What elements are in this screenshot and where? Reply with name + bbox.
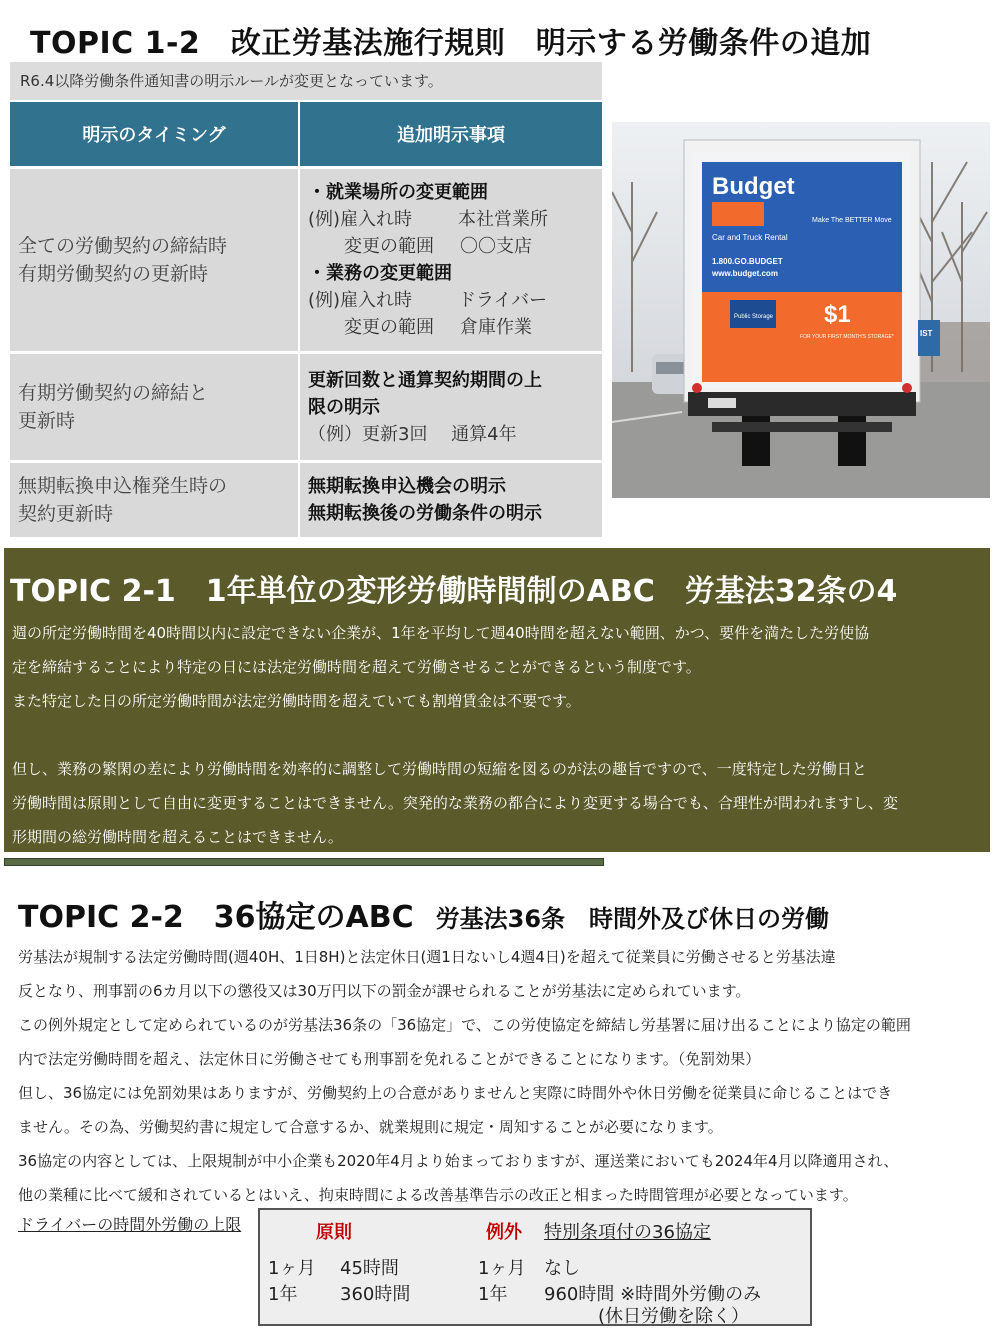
paragraph-line: 定を締結することにより特定の日には法定労働時間を超えて労働させることができるという制度です。 xyxy=(12,658,701,676)
web-text: www.budget.com xyxy=(712,269,778,278)
topic22-title-main: TOPIC 2-2 36協定のABC xyxy=(18,900,414,935)
item-heading: 更新回数と通算契約期間の上 xyxy=(308,369,542,391)
table-row xyxy=(10,353,602,462)
topic22-title-sub: 労基法36条 時間外及び休日の労働 xyxy=(435,905,830,933)
topic22-title xyxy=(18,892,829,936)
item-heading: 限の明示 xyxy=(308,396,380,418)
paragraph-line: 労働時間は原則として自由に変更することはできません。突発的な業務の都合により変更する場合でも、合理性が問われますし、変 xyxy=(12,794,898,812)
table-header-timing: 明示のタイミング xyxy=(10,102,299,168)
driver-limit-label: ドライバーの時間外労働の上限 xyxy=(18,1215,242,1234)
table-row xyxy=(10,462,602,538)
paragraph-line: 形期間の総労働時間を超えることはできません。 xyxy=(12,828,343,846)
principle-month-unit: 1ヶ月 xyxy=(268,1258,316,1279)
items-cell xyxy=(299,353,602,462)
exception-month-unit: 1ヶ月 xyxy=(478,1258,526,1279)
item-heading: ・業務の変更範囲 xyxy=(308,263,452,284)
item-label: (例)雇入れ時 xyxy=(308,209,413,230)
section-divider xyxy=(4,858,604,866)
items-cell xyxy=(299,462,602,538)
item-label: (例)雇入れ時 xyxy=(308,290,413,311)
topic12-note: R6.4以降労働条件通知書の明示ルールが変更となっています。 xyxy=(10,62,602,100)
exception-month-value: なし xyxy=(544,1258,580,1279)
table-row xyxy=(10,168,602,353)
items-cell xyxy=(299,168,602,353)
timing-line: 無期転換申込権発生時の xyxy=(18,475,228,497)
paragraph-line: 労基法が規制する法定労働時間(週40H、1日8H)と法定休日(週1日ないし4週4日)を超えて従業員に労働させると労基法違 xyxy=(18,948,836,966)
paragraph-line: 他の業種に比べて緩和されているとはいえ、拘束時間による改善基準告示の改正と相まった時間管理が必要となっています。 xyxy=(18,1186,858,1204)
topic21-body xyxy=(12,616,984,854)
topic22-body xyxy=(18,940,988,1212)
timing-cell xyxy=(10,353,299,462)
tagline-text: Car and Truck Rental xyxy=(712,233,788,242)
timing-line: 有期労働契約の更新時 xyxy=(18,263,209,285)
timing-line: 全ての労働契約の締結時 xyxy=(18,235,228,257)
exception-label: 例外 xyxy=(486,1222,522,1243)
item-heading: ・就業場所の変更範囲 xyxy=(308,182,488,203)
principle-year-unit: 1年 xyxy=(268,1284,298,1305)
paragraph-line: 但し、業務の繁閑の差により労働時間を効率的に調整して労働時間の短縮を図るのが法の趣旨ですので、一度特定した労働日と xyxy=(12,760,867,778)
exception-year-unit: 1年 xyxy=(478,1284,508,1305)
exception-year-value: 960時間 ※時間外労働のみ xyxy=(544,1284,762,1305)
table-header-items: 追加明示事項 xyxy=(299,102,602,168)
item-label: 変更の範囲 xyxy=(344,236,434,257)
price-text: $1 xyxy=(824,301,851,328)
topic21-title: TOPIC 2-1 1年単位の変形労働時間制のABC 労基法32条の4 xyxy=(10,574,898,609)
item-heading: 無期転換申込機会の明示 xyxy=(308,476,506,497)
price-note-text: FOR YOUR FIRST MONTH'S STORAGE* xyxy=(800,334,894,340)
item-line xyxy=(308,287,594,314)
timing-cell xyxy=(10,462,299,538)
paragraph-line: 内で法定労働時間を超え、法定休日に労働させても刑事罰を免れることができることになります。（免罰効果） xyxy=(18,1050,761,1068)
item-label: 変更の範囲 xyxy=(344,317,434,338)
overtime-limit-box xyxy=(258,1208,812,1326)
item-value: ドライバー xyxy=(458,290,548,311)
item-heading: 無期転換後の労働条件の明示 xyxy=(308,503,542,524)
item-value: 倉庫作業 xyxy=(460,317,532,338)
principle-label: 原則 xyxy=(316,1222,352,1243)
item-value: 本社営業所 xyxy=(458,209,549,230)
paragraph-line: ません。その為、労働契約書に規定して合意するか、就業規則に規定・周知することが必要になります。 xyxy=(18,1118,723,1136)
item-value: 〇〇支店 xyxy=(460,236,532,257)
conditions-table xyxy=(10,102,602,537)
road-sign-text: IST xyxy=(920,329,933,338)
paragraph-line: 但し、36協定には免罰効果はありますが、労働契約上の合意がありませんと実際に時間外や休日労働を従業員に命じることはでき xyxy=(18,1084,893,1102)
item-line: （例）更新3回 通算4年 xyxy=(308,423,517,445)
principle-year-value: 360時間 xyxy=(340,1284,411,1305)
paragraph-line: また特定した日の所定労働時間が法定労働時間を超えていても割増賃金は不要です。 xyxy=(12,692,581,710)
brand-text: Budget xyxy=(712,173,795,200)
principle-month-value: 45時間 xyxy=(340,1258,399,1279)
exception-note: 特別条項付の36協定 xyxy=(544,1222,711,1243)
paragraph-line xyxy=(12,718,984,752)
truck-photo xyxy=(612,122,990,498)
paragraph-line: 36協定の内容としては、上限規制が中小企業も2020年4月より始まっておりますが、運送業においても2024年4月以降適用され、 xyxy=(18,1152,899,1170)
exception-year-note: (休日労働を除く） xyxy=(598,1306,750,1327)
timing-cell xyxy=(10,168,299,353)
paragraph-line: この例外規定として定められているのが労基法36条の「36協定」で、この労使協定を締結し労基署に届け出ることにより協定の範囲 xyxy=(18,1016,911,1034)
paragraph-line: 反となり、刑事罰の6カ月以下の懲役又は30万円以下の罰金が課せられることが労基法に定められています。 xyxy=(18,982,751,1000)
timing-line: 有期労働契約の締結と xyxy=(18,382,209,404)
timing-line: 更新時 xyxy=(18,410,76,432)
topic12-title: TOPIC 1-2 改正労基法施行規則 明示する労働条件の追加 xyxy=(30,26,872,61)
timing-line: 契約更新時 xyxy=(18,503,114,525)
storage-brand-text: Public Storage xyxy=(734,314,774,320)
item-line xyxy=(308,314,594,341)
slogan-text: Make The BETTER Move xyxy=(812,217,892,224)
item-line xyxy=(308,233,594,260)
truck-illustration xyxy=(612,122,990,498)
table-header-row xyxy=(10,102,602,168)
item-line xyxy=(308,206,594,233)
paragraph-line: 週の所定労働時間を40時間以内に設定できない企業が、1年を平均して週40時間を超えない範囲、かつ、要件を満たした労使協 xyxy=(12,624,870,642)
phone-text: 1.800.GO.BUDGET xyxy=(712,257,783,266)
